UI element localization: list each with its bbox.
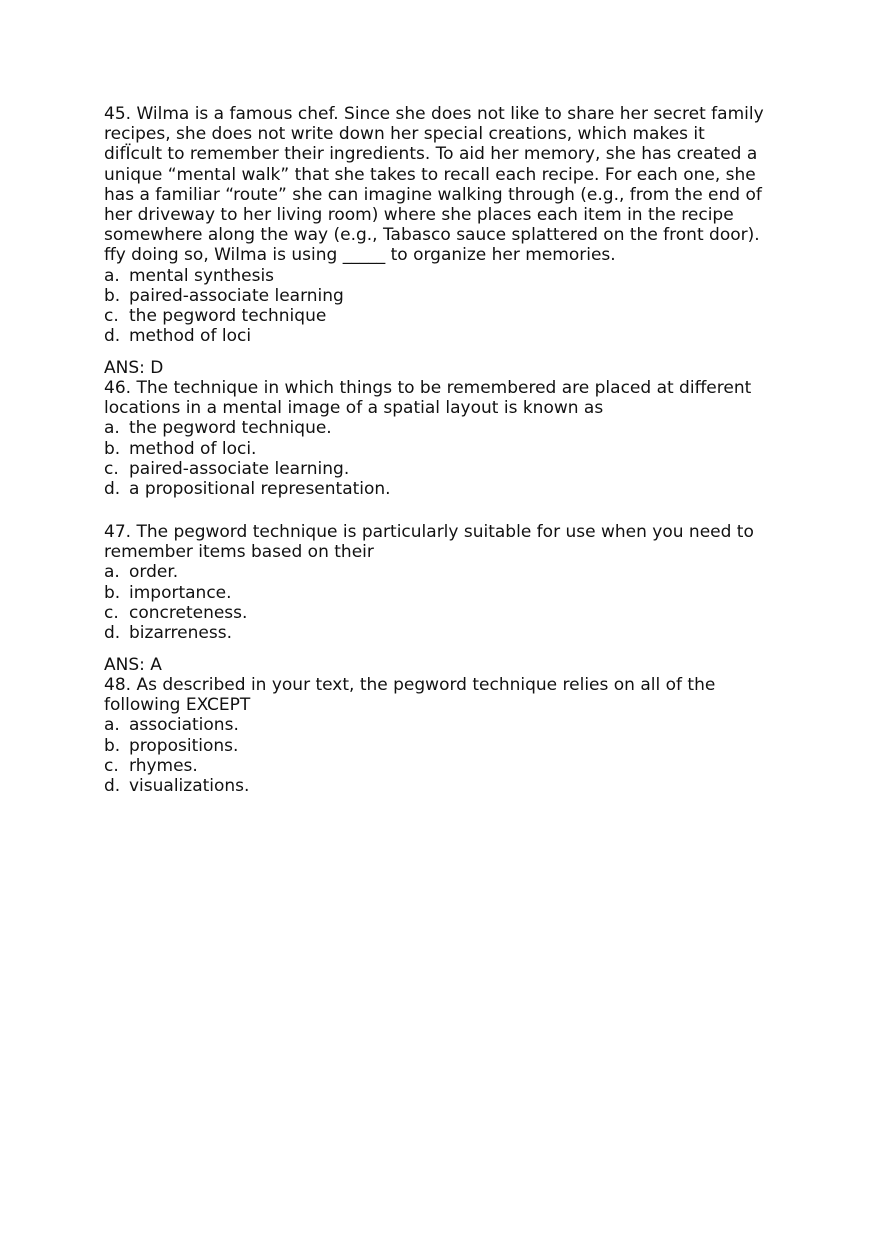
option-letter: c. (104, 306, 119, 327)
option-letter: c. (104, 602, 119, 623)
option-text: method of loci (129, 326, 252, 347)
option-text: a propositional representation. (129, 479, 391, 500)
option-a (104, 418, 804, 438)
option-text: mental synthesis (129, 265, 275, 286)
option-c (104, 603, 804, 623)
option-text: concreteness. (129, 602, 248, 623)
option-letter: a. (104, 418, 120, 439)
option-letter: c. (104, 458, 119, 479)
option-text: the pegword technique. (129, 418, 332, 439)
option-text: propositions. (129, 735, 239, 756)
option-text: associations. (129, 715, 239, 736)
option-d (104, 479, 804, 499)
option-b (104, 439, 804, 459)
question-text: 48. As described in your text, the pegword technique relies on all of the following EXCEPT (104, 675, 716, 716)
option-letter: d. (104, 326, 121, 347)
option-letter: c. (104, 755, 119, 776)
question-text: 45. Wilma is a famous chef. Since she does not like to share her secret family recipes, she does not write down her special creations, which makes it difÏcult to remember their ingredients. To aid her memory, she has created a unique “mental walk” that she takes to recall each recipe. For each one, she has a familiar “route” she can imagine walking through (e.g., from the end of her driveway to her living room) where she places each item in the recipe somewhere along the way (e.g., Tabasco sauce splattered on the front door). ffy doing so, Wilma is using _____ to organize her memories. (104, 104, 764, 266)
option-text: order. (129, 562, 179, 583)
answer-47: ANS: A (104, 655, 162, 675)
option-text: method of loci. (129, 438, 257, 459)
option-b (104, 583, 804, 603)
option-letter: b. (104, 285, 121, 306)
option-text: rhymes. (129, 755, 198, 776)
option-b (104, 286, 804, 306)
question-47 (104, 522, 804, 643)
option-d (104, 326, 804, 346)
question-text: 47. The pegword technique is particularly suitable for use when you need to remember items based on their (104, 522, 754, 563)
option-letter: d. (104, 479, 121, 500)
option-d (104, 776, 804, 796)
option-a (104, 562, 804, 582)
option-c (104, 756, 804, 776)
option-a (104, 266, 804, 286)
option-text: bizarreness. (129, 623, 232, 644)
option-b (104, 736, 804, 756)
option-text: importance. (129, 582, 232, 603)
question-text: 46. The technique in which things to be remembered are placed at different locations in a mental image of a spatial layout is known as (104, 378, 752, 419)
option-letter: a. (104, 715, 120, 736)
option-text: the pegword technique (129, 306, 327, 327)
answer-45: ANS: D (104, 358, 164, 378)
option-letter: b. (104, 735, 121, 756)
question-46 (104, 378, 804, 499)
option-letter: d. (104, 623, 121, 644)
option-text: visualizations. (129, 776, 250, 797)
question-48 (104, 675, 804, 796)
option-c (104, 306, 804, 326)
option-letter: d. (104, 776, 121, 797)
option-letter: a. (104, 562, 120, 583)
option-letter: b. (104, 582, 121, 603)
option-text: paired-associate learning (129, 285, 344, 306)
option-letter: b. (104, 438, 121, 459)
option-d (104, 623, 804, 643)
option-c (104, 459, 804, 479)
option-text: paired-associate learning. (129, 458, 350, 479)
option-letter: a. (104, 265, 120, 286)
option-a (104, 715, 804, 735)
question-45 (104, 104, 804, 346)
